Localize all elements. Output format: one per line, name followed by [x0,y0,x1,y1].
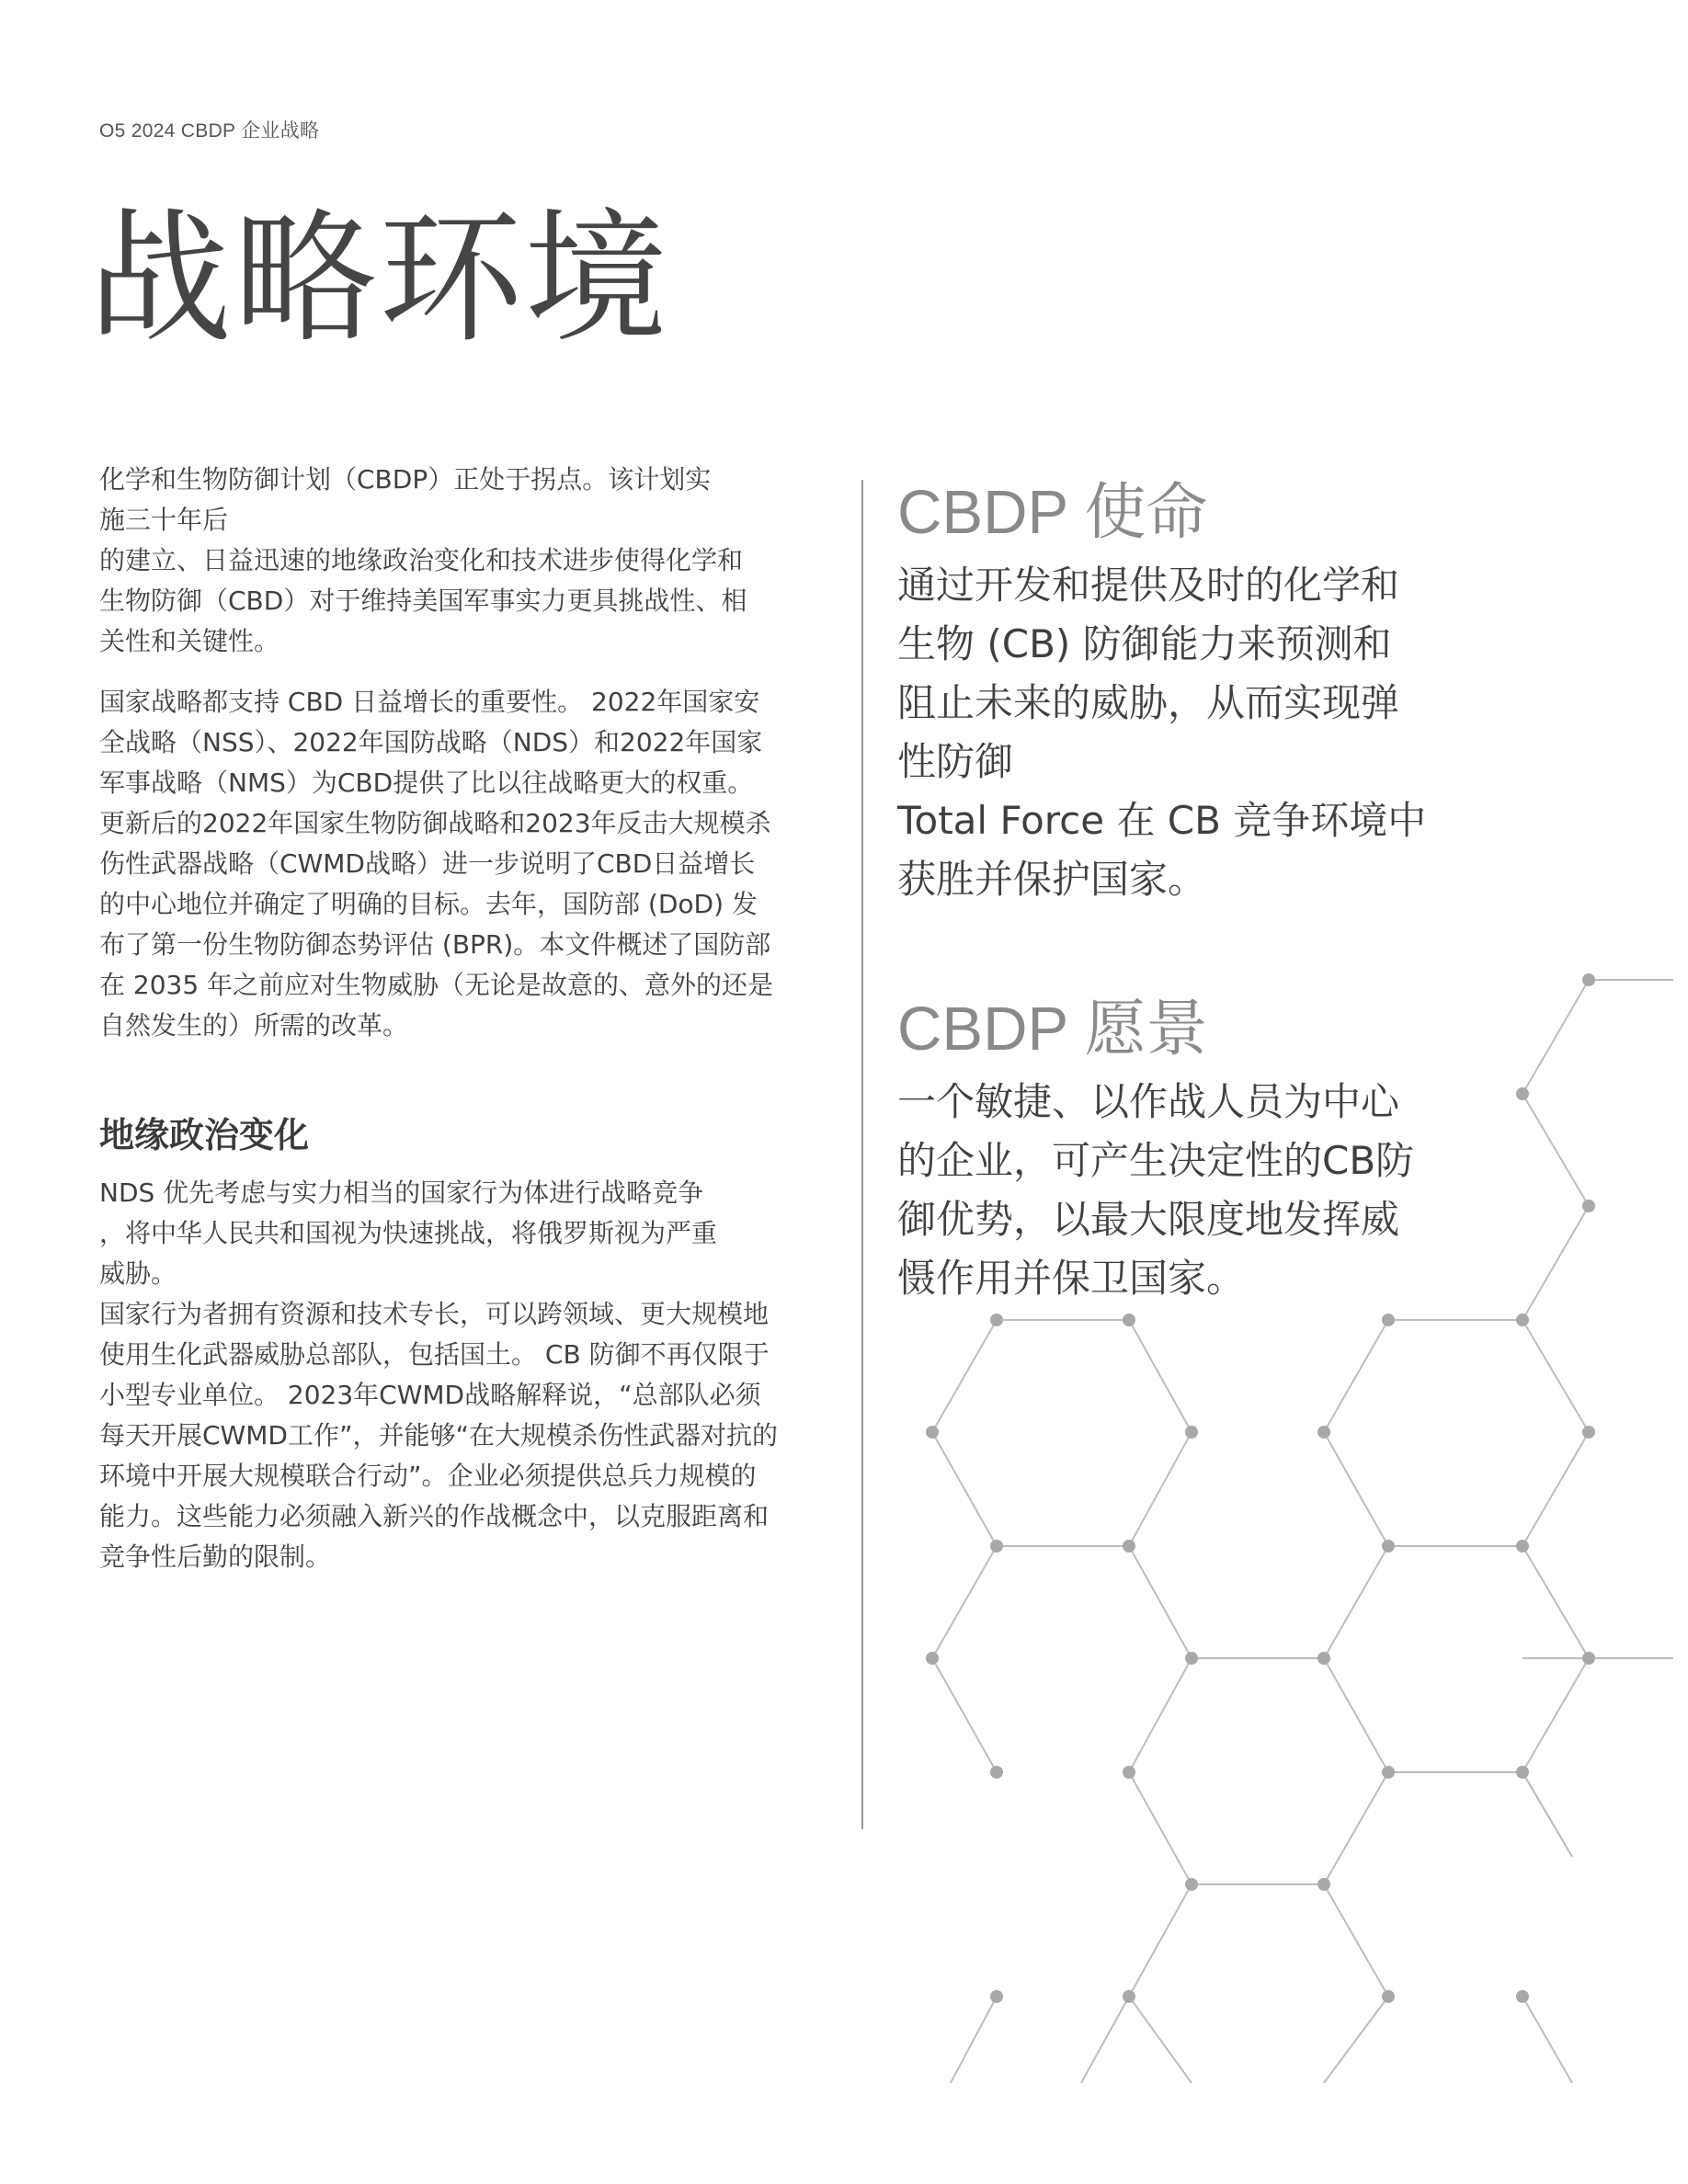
geopolitics-paragraph [99,1173,816,1577]
hex-edge [1324,1432,1388,1546]
vision-heading: CBDP 愿景 [897,995,1208,1064]
mission-block [897,473,1467,909]
hex-edge [1129,1546,1192,1658]
hex-node [1516,1766,1529,1779]
hex-edge [1523,1432,1589,1546]
text-line: 的建立、日益迅速的地缘政治变化和技术进步使得化学和 [99,545,744,575]
text-line: 御优势，以最大限度地发挥威 [897,1197,1400,1242]
text-line: NDS 优先考虑与实力相当的国家行为体进行战略竞争 [99,1177,704,1208]
hex-edge [1523,1094,1589,1206]
text-line: 关性和关键性。 [99,626,280,656]
hex-edge [1129,1432,1192,1546]
hex-node [1185,1878,1198,1891]
text-line: 慑作用并保卫国家。 [897,1256,1246,1301]
text-line: 获胜并保护国家。 [897,857,1207,902]
text-line: 生物防御（CBD）对于维持美国军事实力更具挑战性、相 [99,586,747,616]
hex-node [1516,1990,1529,2003]
hex-node [1123,1990,1135,2003]
hex-edge [1523,1546,1589,1658]
page-header: O5 2024 CBDP 企业战略 [99,120,320,142]
text-line: 竞争性后勤的限制。 [99,1541,332,1572]
text-line: 布了第一份生物防御态势评估 (BPR)。本文件概述了国防部 [99,929,771,960]
section-heading-geopolitics: 地缘政治变化 [99,1115,310,1155]
text-line: 更新后的2022年国家生物防御战略和2023年反击大规模杀 [99,808,771,838]
text-line: 的中心地位并确定了明确的目标。去年，国防部 (DoD) 发 [99,889,758,919]
text-line: 施三十年后 [99,505,229,535]
hex-edge [1523,1658,1589,1772]
hex-edge [1324,1884,1388,1996]
hex-edge [1523,980,1589,1094]
text-line: 伤性武器战略（CWMD战略）进一步说明了CBD日益增长 [99,848,756,879]
hex-node [926,1652,939,1665]
text-line: Total Force 在 CB 竞争环境中 [897,798,1427,843]
hex-edge [1324,1658,1388,1772]
hex-edge [1324,1772,1388,1884]
hex-node [1516,1540,1529,1553]
strategy-paragraph [99,682,816,1046]
hex-edge [1129,1996,1192,2083]
hex-edge [1523,1320,1589,1432]
page-title: 战略环境 [88,195,669,362]
hex-edge [1129,1658,1192,1772]
hex-node [1185,1652,1198,1665]
text-line: 化学和生物防御计划（CBDP）正处于拐点。该计划实 [99,464,712,495]
text-line: 环境中开展大规模联合行动”。企业必须提供总兵力规模的 [99,1461,757,1491]
text-line: 军事战略（NMS）为CBD提供了比以往战略更大的权重。 [99,768,754,798]
text-line: 性防御 [897,739,1014,784]
hex-edge [932,1432,997,1546]
hex-node [1123,1766,1135,1779]
hex-edge [951,1996,997,2083]
text-line: 一个敏捷、以作战人员为中心 [897,1079,1400,1124]
hex-node [1382,1540,1395,1553]
text-line: 威胁。 [99,1258,177,1289]
hex-edge [1129,1884,1192,1996]
hex-node [1382,1314,1395,1326]
vision-text [897,1073,1467,1308]
hex-edge [932,1658,997,1772]
mission-heading: CBDP 使命 [897,478,1208,547]
hex-node [1382,1766,1395,1779]
hex-node [990,1990,1003,2003]
hex-node [1516,1087,1529,1100]
hex-node [1185,1426,1198,1439]
hex-node [1123,1314,1135,1326]
hex-edge [1523,1206,1589,1320]
text-line: ，将中华人民共和国视为快速挑战，将俄罗斯视为严重 [99,1218,718,1248]
text-line: 每天开展CWMD工作”，并能够“在大规模杀伤性武器对抗的 [99,1420,778,1450]
hex-edge [932,1546,997,1658]
text-line: 阻止未来的威胁，从而实现弹 [897,680,1400,725]
text-line: 在 2035 年之前应对生物威胁（无论是故意的、意外的还是 [99,970,774,1000]
right-column [897,473,1467,1308]
hex-node [1582,1426,1595,1439]
hex-node [1317,1652,1330,1665]
text-line: 国家战略都支持 CBD 日益增长的重要性。 2022年国家安 [99,687,760,717]
text-line: 使用生化武器威胁总部队，包括国土。 CB 防御不再仅限于 [99,1339,770,1370]
text-line: 生物 (CB) 防御能力来预测和 [897,621,1392,666]
left-column [99,460,816,1577]
hex-edge [1523,1996,1572,2083]
hex-edge [1523,1772,1572,1857]
hex-edge [1081,1996,1129,2083]
hex-node [990,1314,1003,1326]
hex-node [1582,973,1595,986]
hex-edge [932,1320,997,1432]
text-line: 小型专业单位。 2023年CWMD战略解释说，“总部队必须 [99,1380,761,1410]
hex-node [1317,1878,1330,1891]
hex-edge [1523,1772,1572,1857]
hex-edge [1324,1996,1388,2083]
hex-edge [1129,1772,1192,1884]
hex-edge [1324,1320,1388,1432]
column-divider [861,480,863,1829]
mission-text [897,556,1467,909]
text-line: 通过开发和提供及时的化学和 [897,563,1400,608]
hex-node [990,1766,1003,1779]
hex-node [1382,1990,1395,2003]
hex-edge [1324,1546,1388,1658]
hex-node [1123,1540,1135,1553]
hex-node [1516,1314,1529,1326]
text-line: 能力。这些能力必须融入新兴的作战概念中，以克服距离和 [99,1501,770,1531]
hex-node [1317,1426,1330,1439]
text-line: 的企业，可产生决定性的CB防 [897,1138,1415,1183]
hex-node [926,1426,939,1439]
hex-node [1582,1200,1595,1212]
vision-block [897,990,1467,1308]
intro-paragraph [99,460,816,662]
text-line: 全战略（NSS）、2022年国防战略（NDS）和2022年国家 [99,727,763,757]
hex-node [1582,1652,1595,1665]
text-line: 国家行为者拥有资源和技术专长，可以跨领域、更大规模地 [99,1299,770,1329]
hex-edge [1129,1320,1192,1432]
hex-node [990,1540,1003,1553]
text-line: 自然发生的）所需的改革。 [99,1010,409,1041]
